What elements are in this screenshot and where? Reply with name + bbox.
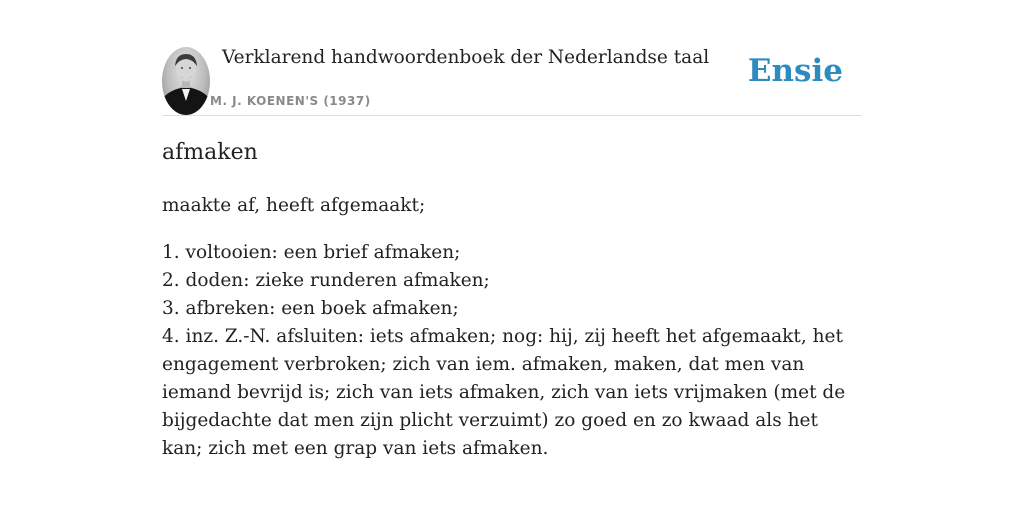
portrait-photo-icon [162,47,210,115]
entry-forms: maakte af, heeft afgemaakt; [162,195,426,216]
entry-sense: 3. afbreken: een boek afmaken; [162,298,459,319]
dictionary-header [162,45,862,116]
entry-headword: afmaken [162,140,258,165]
book-author: M. J. KOENEN'S (1937) [210,94,371,108]
brand-logo[interactable]: Ensie [747,53,843,89]
entry-sense: 4. inz. Z.-N. afsluiten: iets afmaken; nog: hij, zij heeft het afgemaakt, het engagement verbroken; zich van iem. afmaken, maken, dat men van iemand bevrijd is; zich van iets afmaken, zich van iets vrijmaken (met de bijgedachte dat men zijn plicht verzuimt) zo goed en zo kwaad als het kan; zich met een grap van iets afmaken. [162,326,846,459]
book-title[interactable]: Verklarend handwoordenboek der Nederlandse taal [222,47,710,68]
author-portrait [162,47,210,115]
entry-sense: 1. voltooien: een brief afmaken; [162,242,461,263]
entry-sense: 2. doden: zieke runderen afmaken; [162,270,490,291]
entry-senses [162,239,862,463]
